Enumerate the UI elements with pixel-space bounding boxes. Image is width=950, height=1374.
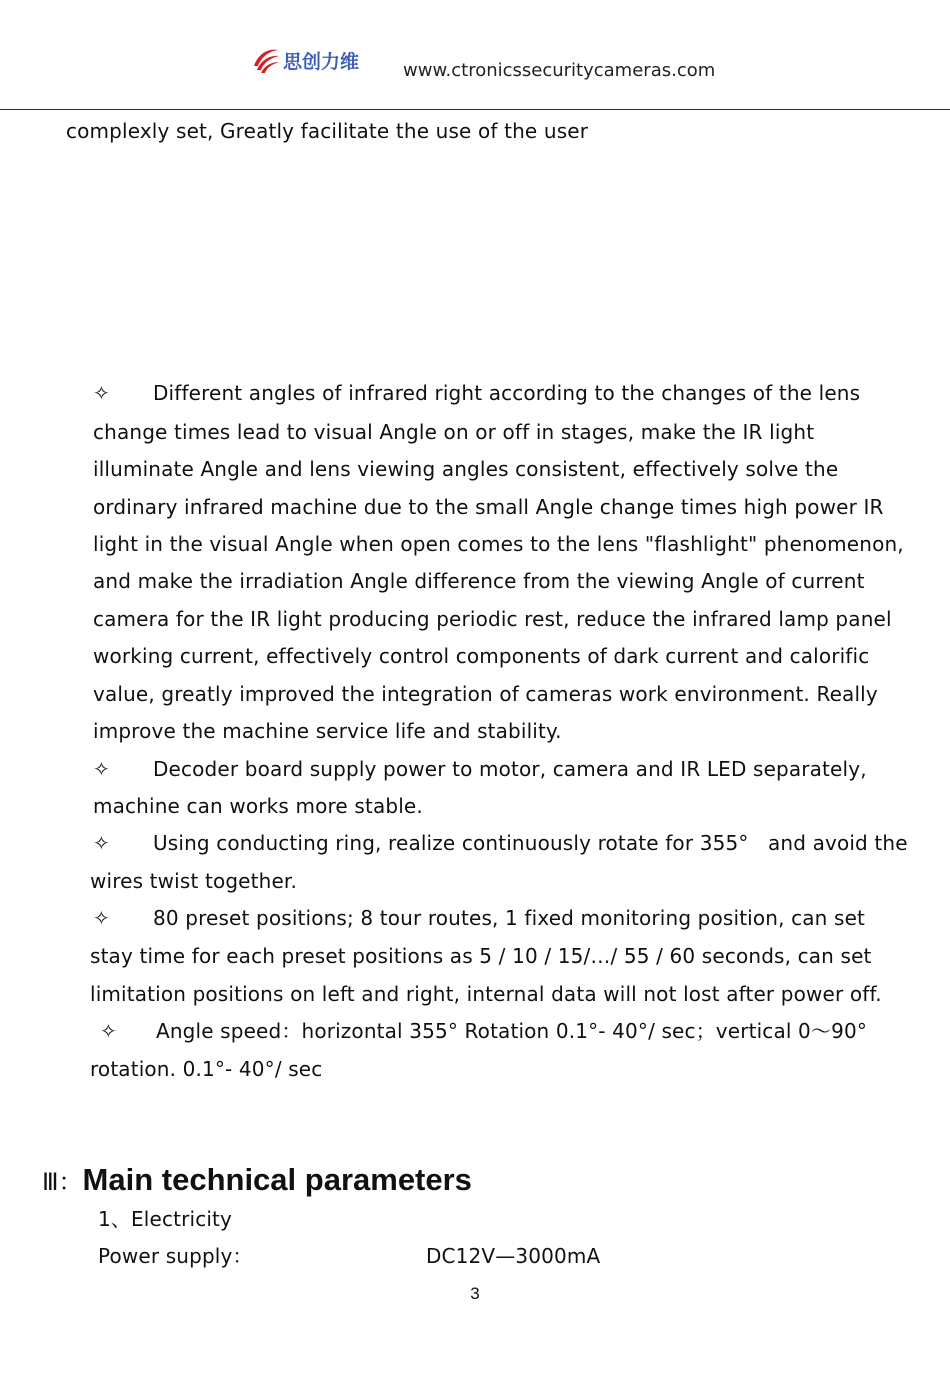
bullet-1-line-1: ✧ Different angles of infrared right according to the changes of the lens xyxy=(93,381,861,405)
bullet-diamond-icon: ✧ xyxy=(93,906,110,930)
parameter-label: Power supply： xyxy=(98,1244,253,1268)
bullet-5-line-2: rotation. 0.1°- 40°/ sec xyxy=(90,1057,323,1081)
page-number: 3 xyxy=(470,1284,480,1303)
intro-line: complexly set, Greatly facilitate the use of the user xyxy=(66,119,589,143)
company-logo xyxy=(250,42,359,78)
bullet-diamond-icon: ✧ xyxy=(93,831,110,855)
bullet-3-line-1: ✧ Using conducting ring, realize continuously rotate for 355° and avoid the xyxy=(93,831,908,855)
bullet-2-line-2: machine can works more stable. xyxy=(93,794,423,818)
bullet-1-line-4: ordinary infrared machine due to the small Angle change times high power IR xyxy=(93,495,884,519)
bullet-1-line-6: and make the irradiation Angle difference from the viewing Angle of current xyxy=(93,569,865,593)
bullet-1-line-7: camera for the IR light producing periodic rest, reduce the infrared lamp panel xyxy=(93,607,892,631)
bullet-5-line-1: ✧ Angle speed：horizontal 355° Rotation 0.1°- 40°/ sec；vertical 0～90° xyxy=(100,1019,867,1043)
section-heading xyxy=(42,1162,472,1198)
bullet-4-line-1: ✧ 80 preset positions; 8 tour routes, 1 fixed monitoring position, can set xyxy=(93,906,866,930)
subsection-heading: 1、Electricity xyxy=(98,1207,233,1231)
bullet-1-line-5: light in the visual Angle when open comes to the lens "flashlight" phenomenon, xyxy=(93,532,904,556)
bullet-1-line-8: working current, effectively control components of dark current and calorific xyxy=(93,644,870,668)
bullet-4-line-2: stay time for each preset positions as 5 / 10 / 15/…/ 55 / 60 seconds, can set xyxy=(90,944,872,968)
bullet-diamond-icon: ✧ xyxy=(100,1019,117,1043)
bullet-3-line-2: wires twist together. xyxy=(90,869,297,893)
bullet-diamond-icon: ✧ xyxy=(93,381,110,405)
bullet-1-line-2: change times lead to visual Angle on or off in stages, make the IR light xyxy=(93,420,815,444)
bullet-1-line-10: improve the machine service life and stability. xyxy=(93,719,562,743)
bullet-diamond-icon: ✧ xyxy=(93,757,110,781)
header-divider xyxy=(0,109,950,110)
section-title: Main technical parameters xyxy=(82,1162,472,1197)
swirl-logo-icon xyxy=(250,44,282,76)
parameter-value: DC12V—3000mA xyxy=(426,1244,601,1268)
bullet-2-line-1: ✧ Decoder board supply power to motor, camera and IR LED separately, xyxy=(93,757,867,781)
bullet-4-line-3: limitation positions on left and right, internal data will not lost after power off. xyxy=(90,982,882,1006)
header-url: www.ctronicssecuritycameras.com xyxy=(403,60,716,81)
section-number: Ⅲ： xyxy=(42,1168,83,1196)
bullet-1-line-3: illuminate Angle and lens viewing angles consistent, effectively solve the xyxy=(93,457,839,481)
bullet-1-line-9: value, greatly improved the integration of cameras work environment. Really xyxy=(93,682,878,706)
page-header xyxy=(0,0,950,112)
logo-text: 思创力维 xyxy=(283,50,360,73)
